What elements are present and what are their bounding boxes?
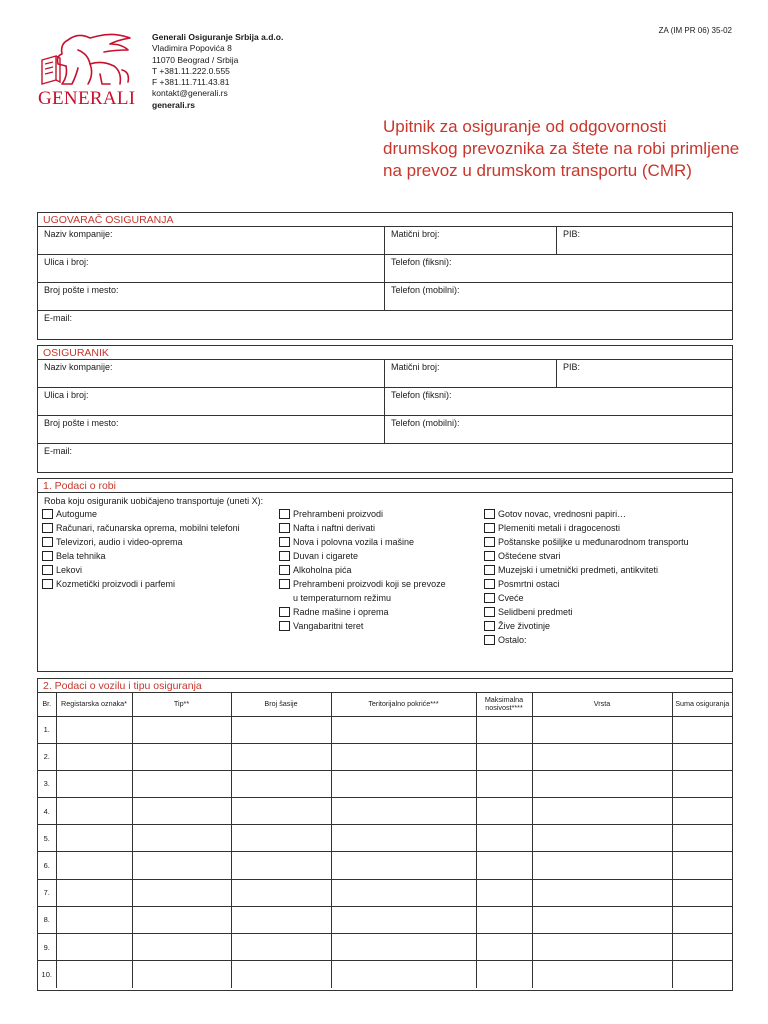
goods-option[interactable]: Ostalo: [484,633,732,647]
table-cell-input[interactable] [132,852,231,879]
goods-option[interactable]: Radne mašine i oprema [279,605,484,619]
table-cell-input[interactable] [532,879,672,906]
insured-reg-no-field[interactable]: Matični broj: [384,360,556,387]
insured-phone-mobile-field[interactable]: Telefon (mobilni): [384,416,732,443]
checkbox[interactable] [279,537,290,547]
table-cell-input[interactable] [476,798,532,825]
row-number: 10. [38,961,56,988]
row-number: 3. [38,770,56,797]
table-cell-input[interactable] [532,716,672,743]
contractor-section [37,212,733,340]
checkbox[interactable] [279,621,290,631]
table-cell-input[interactable] [132,798,231,825]
checkbox[interactable] [42,565,53,575]
goods-header: 1. Podaci o robi [38,479,732,493]
table-cell-input[interactable] [132,743,231,770]
table-cell-input[interactable] [672,906,732,933]
table-cell-input[interactable] [672,961,732,988]
column-header: Suma osiguranja [672,693,732,716]
checkbox[interactable] [484,607,495,617]
table-cell-input[interactable] [476,770,532,797]
table-cell-input[interactable] [56,716,132,743]
column-header: Br. [38,693,56,716]
table-cell-input[interactable] [331,825,476,852]
table-cell-input[interactable] [331,798,476,825]
checkbox[interactable] [42,551,53,561]
contractor-postal-field[interactable]: Broj pošte i mesto: [44,285,119,295]
table-cell-input[interactable] [56,743,132,770]
table-cell-input[interactable] [231,825,331,852]
column-header: Tip** [132,693,231,716]
checkbox[interactable] [279,523,290,533]
table-cell-input[interactable] [476,961,532,988]
table-row [38,879,732,906]
table-cell-input[interactable] [672,798,732,825]
table-row [38,852,732,879]
table-cell-input[interactable] [132,825,231,852]
table-cell-input[interactable] [56,852,132,879]
checkbox[interactable] [484,593,495,603]
table-cell-input[interactable] [231,961,331,988]
checkbox[interactable] [279,565,290,575]
goods-option[interactable]: Plemeniti metali i dragocenosti [484,521,732,535]
goods-option[interactable]: Televizori, audio i video-oprema [42,535,279,549]
row-number: 1. [38,716,56,743]
vehicles-section [37,678,733,991]
goods-option[interactable]: Prehrambeni proizvodi [279,507,484,521]
insured-section [37,345,733,473]
goods-column-2 [279,507,484,647]
company-city: 11070 Beograd / Srbija [152,54,239,65]
table-cell-input[interactable] [331,743,476,770]
checkbox[interactable] [279,551,290,561]
table-cell-input[interactable] [476,825,532,852]
table-cell-input[interactable] [331,852,476,879]
checkbox[interactable] [484,551,495,561]
table-row [38,906,732,933]
goods-option[interactable]: Bela tehnika [42,549,279,563]
contractor-pib-field[interactable]: PIB: [556,227,732,254]
row-number: 2. [38,743,56,770]
table-cell-input[interactable] [532,961,672,988]
company-address-block [152,32,283,111]
table-cell-input[interactable] [532,906,672,933]
table-cell-input[interactable] [331,906,476,933]
contractor-reg-no-field[interactable]: Matični broj: [384,227,556,254]
table-cell-input[interactable] [476,716,532,743]
checkbox[interactable] [42,523,53,533]
checkbox[interactable] [279,579,290,589]
checkbox[interactable] [484,565,495,575]
column-header: Maksimalna nosivost**** [476,693,532,716]
table-cell-input[interactable] [331,716,476,743]
column-header: Teritorijalno pokriće*** [331,693,476,716]
insured-company-name-field[interactable]: Naziv kompanije: [44,362,113,372]
table-cell-input[interactable] [331,770,476,797]
insured-street-field[interactable]: Ulica i broj: [44,390,89,400]
goods-option[interactable]: Oštećene stvari [484,549,732,563]
goods-option[interactable]: Posmrtni ostaci [484,577,732,591]
row-number: 6. [38,852,56,879]
row-number: 4. [38,798,56,825]
contractor-phone-fixed-field[interactable]: Telefon (fiksni): [384,255,732,282]
company-street: Vladimira Popovića 8 [152,43,232,54]
company-website: generali.rs [152,99,195,110]
goods-option[interactable]: Muzejski i umetnički predmeti, antikviteti [484,563,732,577]
table-cell-input[interactable] [331,879,476,906]
checkbox[interactable] [484,621,495,631]
table-cell-input[interactable] [231,906,331,933]
table-cell-input[interactable] [532,934,672,961]
goods-option[interactable]: Vangabaritni teret [279,619,484,633]
table-cell-input[interactable] [132,716,231,743]
row-number: 8. [38,906,56,933]
table-cell-input[interactable] [672,879,732,906]
table-cell-input[interactable] [56,879,132,906]
column-header: Broj šasije [231,693,331,716]
table-cell-input[interactable] [231,852,331,879]
goods-option[interactable]: Računari, računarska oprema, mobilni telefoni [42,521,279,535]
table-cell-input[interactable] [56,961,132,988]
goods-option[interactable]: Poštanske pošiljke u međunarodnom transportu [484,535,732,549]
table-row [38,716,732,743]
checkbox[interactable] [484,523,495,533]
goods-column-1 [42,507,279,647]
column-header: Vrsta [532,693,672,716]
table-cell-input[interactable] [532,852,672,879]
form-title: Upitnik za osiguranje od odgovornosti drumskog prevoznika za štete na robi primljene na prevoz u drumskom transportu (CMR) [383,117,740,180]
table-cell-input[interactable] [56,906,132,933]
table-cell-input[interactable] [231,770,331,797]
insured-pib-field[interactable]: PIB: [556,360,732,387]
logo-wordmark: GENERALI [38,88,136,109]
table-cell-input[interactable] [132,961,231,988]
table-cell-input[interactable] [132,934,231,961]
goods-option-continuation: u temperaturnom režimu [293,593,392,603]
table-cell-input[interactable] [672,743,732,770]
table-cell-input[interactable] [672,716,732,743]
table-cell-input[interactable] [331,934,476,961]
table-cell-input[interactable] [231,934,331,961]
row-number: 5. [38,825,56,852]
goods-option[interactable]: Žive životinje [484,619,732,633]
table-cell-input[interactable] [476,879,532,906]
goods-section [37,478,733,672]
checkbox[interactable] [42,509,53,519]
row-number: 9. [38,934,56,961]
checkbox[interactable] [484,635,495,645]
table-row [38,961,732,988]
contractor-phone-mobile-field[interactable]: Telefon (mobilni): [384,283,732,310]
table-cell-input[interactable] [672,825,732,852]
checkbox[interactable] [484,537,495,547]
table-cell-input[interactable] [532,825,672,852]
company-name: Generali Osiguranje Srbija a.d.o. [152,32,284,42]
table-cell-input[interactable] [56,934,132,961]
table-cell-input[interactable] [56,770,132,797]
company-fax: F +381.11.711.43.81 [152,77,230,88]
row-number: 7. [38,879,56,906]
table-cell-input[interactable] [231,743,331,770]
insured-postal-field[interactable]: Broj pošte i mesto: [44,418,119,428]
table-cell-input[interactable] [132,879,231,906]
goods-option[interactable]: Alkoholna pića [279,563,484,577]
insured-email-field[interactable]: E-mail: [44,446,73,456]
company-email: kontakt@generali.rs [152,88,228,99]
contractor-header: UGOVARAČ OSIGURANJA [38,213,732,227]
checkbox[interactable] [279,509,290,519]
table-cell-input[interactable] [532,743,672,770]
goods-option[interactable]: Cveće [484,591,732,605]
checkbox[interactable] [279,607,290,617]
table-cell-input[interactable] [476,934,532,961]
checkbox[interactable] [484,509,495,519]
contractor-company-name-field[interactable]: Naziv kompanije: [44,229,113,239]
goods-option[interactable]: Kozmetički proizvodi i parfemi [42,577,279,591]
table-cell-input[interactable] [476,743,532,770]
table-cell-input[interactable] [672,934,732,961]
checkbox[interactable] [42,537,53,547]
goods-option[interactable]: Autogume [42,507,279,521]
table-cell-input[interactable] [476,852,532,879]
goods-option[interactable]: Nova i polovna vozila i mašine [279,535,484,549]
goods-option[interactable]: Selidbeni predmeti [484,605,732,619]
contractor-street-field[interactable]: Ulica i broj: [44,257,89,267]
vehicles-header: 2. Podaci o vozilu i tipu osiguranja [38,679,732,693]
goods-option[interactable]: Gotov novac, vrednosni papiri… [484,507,732,521]
table-cell-input[interactable] [231,716,331,743]
insured-header: OSIGURANIK [38,346,732,360]
checkbox[interactable] [484,579,495,589]
table-row [38,934,732,961]
lion-icon [38,30,134,90]
table-row [38,825,732,852]
insured-phone-fixed-field[interactable]: Telefon (fiksni): [384,388,732,415]
table-cell-input[interactable] [672,852,732,879]
table-cell-input[interactable] [231,879,331,906]
table-cell-input[interactable] [532,770,672,797]
table-cell-input[interactable] [476,906,532,933]
table-cell-input[interactable] [132,770,231,797]
table-cell-input[interactable] [56,798,132,825]
checkbox[interactable] [42,579,53,589]
table-cell-input[interactable] [532,798,672,825]
table-cell-input[interactable] [231,798,331,825]
contractor-email-field[interactable]: E-mail: [44,313,73,323]
table-cell-input[interactable] [56,825,132,852]
table-cell-input[interactable] [132,906,231,933]
goods-option[interactable]: Lekovi [42,563,279,577]
company-phone: T +381.11.222.0.555 [152,65,230,76]
goods-column-3 [484,507,732,647]
table-row [38,798,732,825]
table-cell-input[interactable] [672,770,732,797]
generali-logo [38,30,134,108]
goods-option[interactable]: Nafta i naftni derivati [279,521,484,535]
column-header: Registarska oznaka* [56,693,132,716]
goods-option[interactable]: Duvan i cigarete [279,549,484,563]
form-code: ZA (IM PR 06) 35-02 [658,26,732,35]
goods-option[interactable]: Prehrambeni proizvodi koji se prevoze u temperaturnom režimu [279,577,484,605]
table-cell-input[interactable] [331,961,476,988]
table-row [38,743,732,770]
goods-instruction: Roba koju osiguranik uobičajeno transportuje (uneti X): [44,496,264,506]
vehicles-table [38,693,732,988]
table-row [38,770,732,797]
